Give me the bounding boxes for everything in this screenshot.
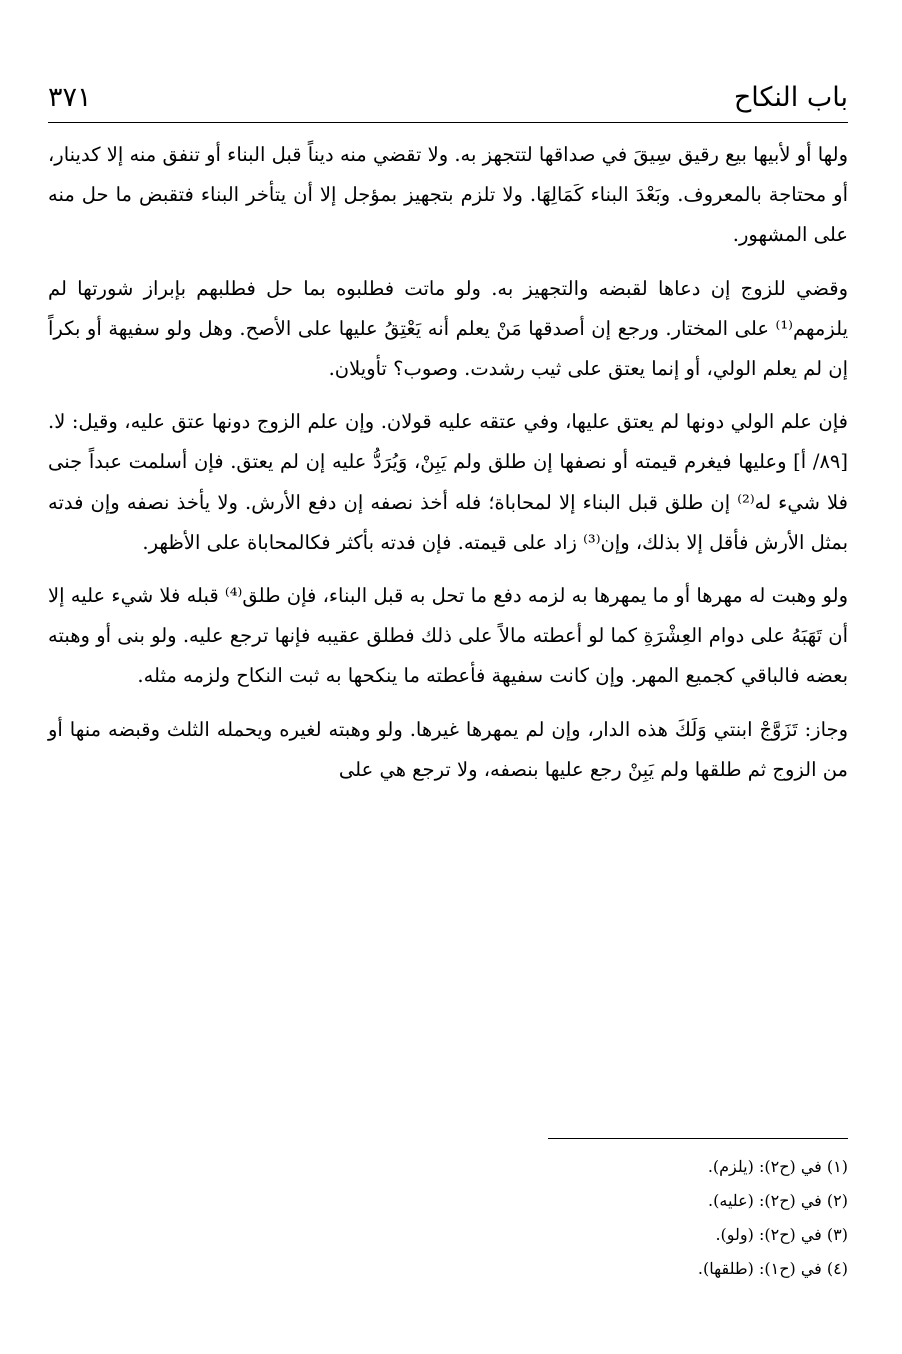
footnotes [48, 1150, 848, 1286]
paragraph-5: وجاز: تَزَوَّجْ ابنتي وَلَكَ هذه الدار، وإن لم يمهرها غيرها. ولو وهبته لغيره ويحمله الثلث وقبضه منها أو من الزوج ثم طلقها ولم يَبِنْ رجع عليها بنصفه، ولا ترجع هي على [48, 717, 848, 781]
paragraph-1: ولها أو لأبيها بيع رقيق سِيقَ في صداقها لتتجهز به. ولا تقضي منه ديناً قبل البناء أو تنفق منه إلا كدينار، أو محتاجة بالمعروف. وبَعْدَ البناء كَمَالِهَا. ولا تلزم بتجهيز بمؤجل إلا أن يتأخر البناء فتقبض ما حل منه على المشهور. [48, 143, 848, 247]
body-text [48, 135, 848, 790]
footnote-2: (٢) في (ح٢): (عليه). [708, 1191, 848, 1210]
page-number: ٣٧١ [48, 82, 92, 113]
running-header [48, 78, 848, 118]
paragraph-3: فإن علم الولي دونها لم يعتق عليها، وفي عتقه عليه قولان. وإن علم الزوج دونها عتق عليه، وقيل: لا. [٨٩/ أ] وعليها فيغرم قيمته أو نصفها إن طلق ولم يَبِنْ، وَيُرَدُّ عليه إن لم يعتق. فإن أسلمت عبداً جنى فلا شيء له⁽²⁾ إن طلق قبل البناء إلا لمحاباة؛ فله أخذ نصفه إن دفع الأرش. ولا يأخذ نصفه وإن فدته بمثل الأرش فأقل إلا بذلك، وإن⁽³⁾ زاد على قيمته. فإن فدته بأكثر فكالمحاباة على الأظهر. [48, 410, 848, 554]
footnote-1: (١) في (ح٢): (يلزم). [707, 1157, 848, 1176]
paragraph-2: وقضي للزوج إن دعاها لقبضه والتجهيز به. ولو ماتت فطلبوه بما حل فطلبهم بإبراز شورتها لم يلزمهم⁽¹⁾ على المختار. ورجع إن أصدقها مَنْ يعلم أنه يَعْتِقُ عليها على الأصح. وهل ولو سفيهة أو بكراً إن لم يعلم الولي، أو إنما يعتق على ثيب رشدت. وصوب؟ تأويلان. [48, 276, 848, 381]
footnote-rule [548, 1138, 848, 1139]
footnote-4: (٤) في (ح١): (طلقها). [697, 1259, 848, 1278]
header-rule [48, 122, 848, 123]
footnote-3: (٣) في (ح٢): (ولو). [715, 1225, 848, 1244]
book-page [48, 78, 848, 1278]
chapter-title: باب النكاح [733, 82, 848, 113]
paragraph-4: ولو وهبت له مهرها أو ما يمهرها به لزمه دفع ما تحل به قبل البناء، فإن طلق⁽⁴⁾ قبله فلا شيء عليه إلا أن تَهَبَهُ على دوام العِشْرَةِ كما لو أعطته مالاً على ذلك فطلق عقيبه فإنها ترجع عليه. ولو بنى أو وهبته بعضه فالباقي كجميع المهر. وإن كانت سفيهة فأعطته ما ينكحها به ثبت النكاح ولزمه مثله. [48, 584, 848, 688]
